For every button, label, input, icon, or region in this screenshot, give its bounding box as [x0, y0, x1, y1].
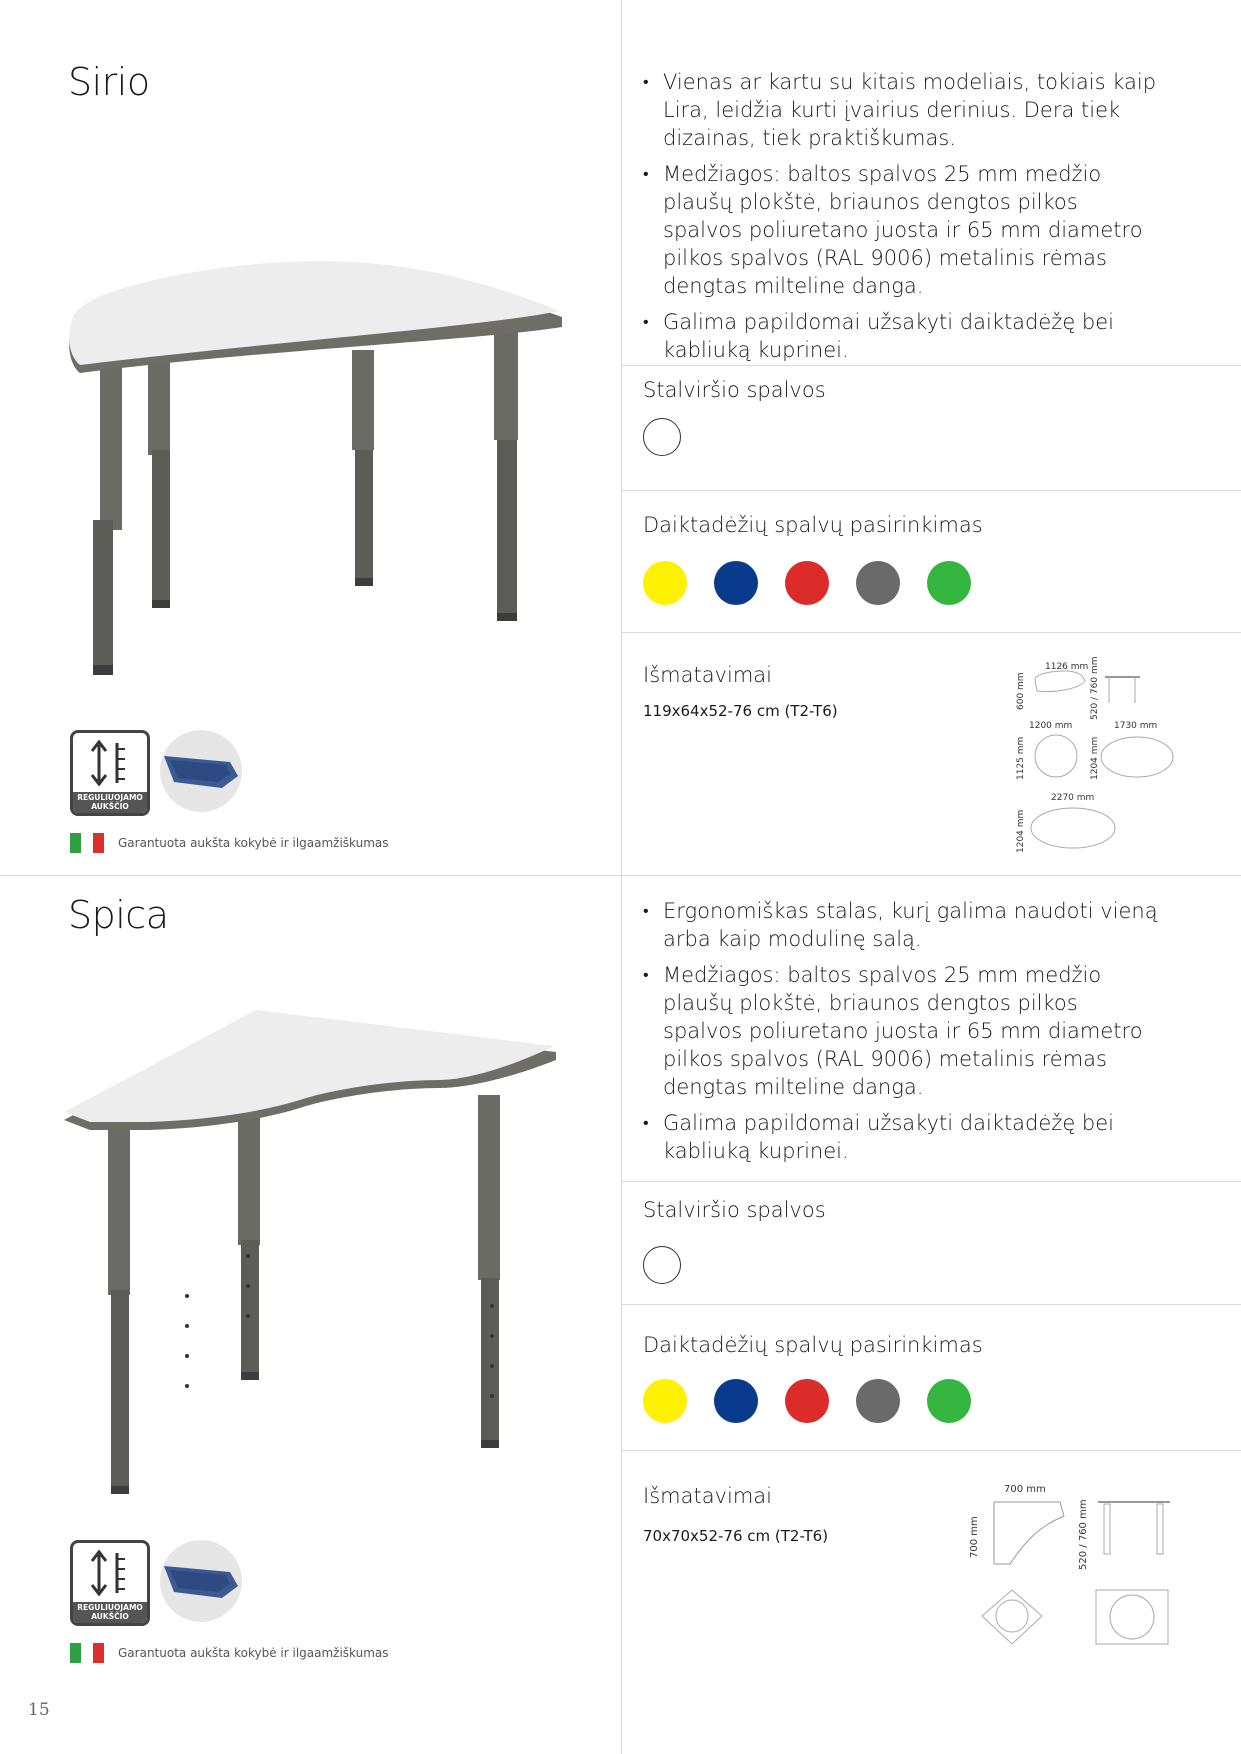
dim-label: 700 mm: [969, 1516, 980, 1558]
color-swatch-green[interactable]: [927, 561, 971, 605]
dim-label: 2270 mm: [1051, 793, 1095, 803]
feature-item: • Vienas ar kartu su kitais modeliais, tokiais kaip Lira, leidžia kurti įvairius derinius. Dera tiek dizainas, tiek praktiškumas.: [643, 68, 1163, 152]
guarantee-text: Garantuota aukšta kokybė ir ilgaamžiškumas: [118, 1646, 389, 1660]
dim-label: 1204 mm: [1016, 809, 1026, 853]
badge-label: REGULIUOJAMO AUKŠČIO: [73, 792, 147, 813]
dim-label: 600 mm: [1016, 672, 1026, 710]
spica-dimensions-drawing: [960, 1478, 1180, 1678]
product-title: Spica: [68, 893, 169, 937]
feature-item: • Galima papildomai užsakyti daiktadėžę bei kabliuką kuprinei.: [643, 1109, 1163, 1165]
feature-item: • Medžiagos: baltos spalvos 25 mm medžio plaušų plokštė, briaunos dengtos pilkos spalvos poliuretano juosta ir 65 mm diametro pilkos spalvos (RAL 9006) metalinis rėmas dengtas milteline danga.: [643, 160, 1163, 300]
badge-label: REGULIUOJAMO AUKŠČIO: [73, 1602, 147, 1623]
divider: [622, 1181, 1241, 1182]
color-swatch-white[interactable]: [643, 1246, 681, 1284]
feature-list: [643, 897, 1163, 1173]
dim-label: 1730 mm: [1114, 721, 1158, 731]
divider: [622, 490, 1241, 491]
color-swatch-yellow[interactable]: [643, 561, 687, 605]
spica-table-image: [60, 1010, 560, 1500]
height-adjustable-badge: [70, 1540, 150, 1626]
dim-label: 520 / 760 mm: [1078, 1499, 1089, 1570]
section-divider: [0, 875, 1241, 876]
feature-list: [643, 68, 1163, 372]
color-swatch-grey[interactable]: [856, 1379, 900, 1423]
sirio-dimensions-drawing: [1005, 655, 1185, 855]
dimensions-value: 70x70x52-76 cm (T2-T6): [643, 1527, 829, 1545]
color-swatch-red[interactable]: [785, 561, 829, 605]
dimensions-label: Išmatavimai: [643, 1484, 772, 1508]
guarantee-row: [70, 833, 389, 853]
color-swatch-green[interactable]: [927, 1379, 971, 1423]
dim-label: 520 / 760 mm: [1090, 656, 1100, 720]
page-number: 15: [28, 1700, 50, 1720]
column-divider: [621, 0, 622, 1754]
top-colors-label: Stalviršio spalvos: [643, 1198, 826, 1222]
color-swatch-yellow[interactable]: [643, 1379, 687, 1423]
feature-item: • Medžiagos: baltos spalvos 25 mm medžio plaušų plokštė, briaunos dengtos pilkos spalvos poliuretano juosta ir 65 mm diametro pilkos spalvos (RAL 9006) metalinis rėmas dengtas milteline danga.: [643, 961, 1163, 1101]
box-colors-label: Daiktadėžių spalvų pasirinkimas: [643, 513, 983, 537]
feature-item: • Ergonomiškas stalas, kurį galima naudoti vieną arba kaip modulinę salą.: [643, 897, 1163, 953]
divider: [622, 365, 1241, 366]
dim-label: 1126 mm: [1045, 662, 1089, 672]
sirio-table-image: [60, 255, 570, 685]
dimensions-label: Išmatavimai: [643, 663, 772, 687]
color-swatch-blue[interactable]: [714, 1379, 758, 1423]
dim-label: 1204 mm: [1090, 736, 1100, 780]
color-swatch-white[interactable]: [643, 418, 681, 456]
guarantee-row: [70, 1643, 389, 1663]
dimensions-value: 119x64x52-76 cm (T2-T6): [643, 702, 838, 720]
feature-item: • Galima papildomai užsakyti daiktadėžę bei kabliuką kuprinei.: [643, 308, 1163, 364]
color-swatch-red[interactable]: [785, 1379, 829, 1423]
dim-label: 700 mm: [1004, 1484, 1046, 1495]
top-colors-label: Stalviršio spalvos: [643, 378, 826, 402]
box-colors-label: Daiktadėžių spalvų pasirinkimas: [643, 1333, 983, 1357]
dim-label: 1125 mm: [1016, 736, 1026, 780]
color-swatch-blue[interactable]: [714, 561, 758, 605]
divider: [622, 632, 1241, 633]
italy-flag-icon: [70, 833, 104, 853]
divider: [622, 1450, 1241, 1451]
product-title: Sirio: [68, 60, 150, 104]
italy-flag-icon: [70, 1643, 104, 1663]
height-adjust-icon: [73, 1543, 147, 1603]
divider: [622, 1304, 1241, 1305]
storage-tray-image: [160, 1540, 242, 1622]
storage-tray-image: [160, 730, 242, 812]
height-adjustable-badge: [70, 730, 150, 816]
guarantee-text: Garantuota aukšta kokybė ir ilgaamžiškumas: [118, 836, 389, 850]
dim-label: 1200 mm: [1029, 721, 1073, 731]
height-adjust-icon: [73, 733, 147, 793]
color-swatch-grey[interactable]: [856, 561, 900, 605]
